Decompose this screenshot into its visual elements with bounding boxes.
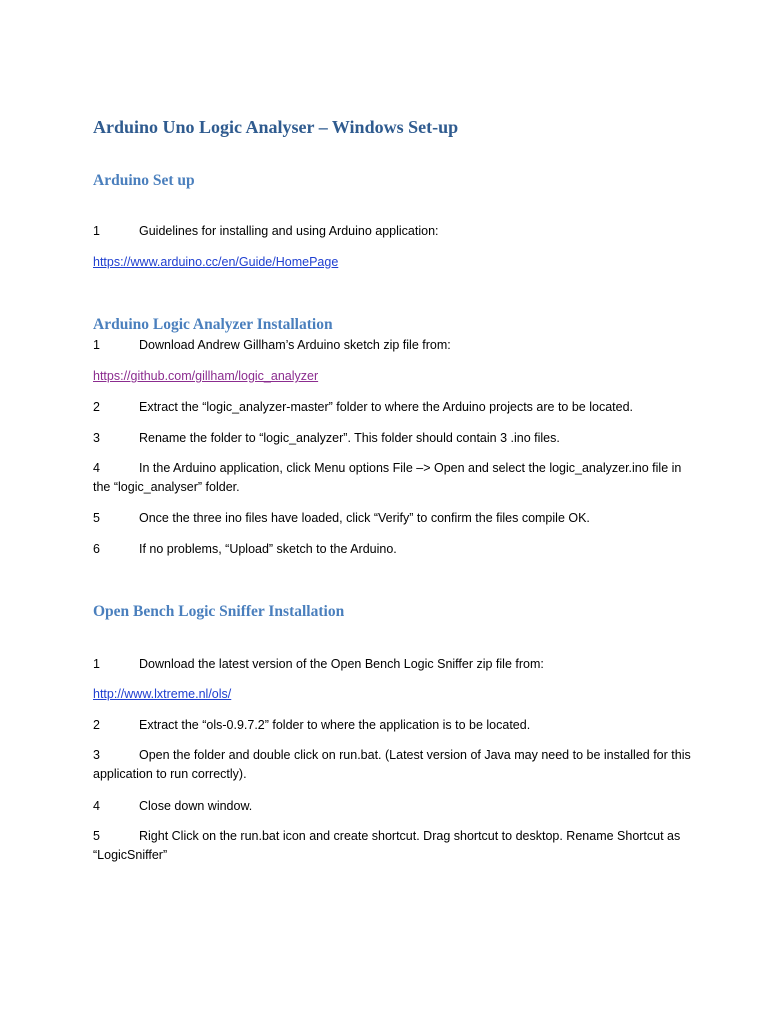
step-text: Rename the folder to “logic_analyzer”. This folder should contain 3 .ino files. — [139, 431, 560, 445]
step-paragraph — [93, 459, 693, 497]
step-text: Extract the “logic_analyzer-master” folder to where the Arduino projects are to be located. — [139, 400, 634, 414]
step-text: Close down window. — [139, 799, 253, 813]
step-text: In the Arduino application, click Menu options File –> Open and select the logic_analyzer.ino file in the “logic_analyser” folder. — [93, 461, 682, 494]
step-number: 3 — [93, 431, 100, 445]
lxtreme-ols-link[interactable]: http://www.lxtreme.nl/ols/ — [93, 687, 232, 701]
step-number: 4 — [93, 799, 100, 813]
section-heading-logic-sniffer-installation: Open Bench Logic Sniffer Installation — [93, 603, 345, 620]
step-text: Open the folder and double click on run.bat. (Latest version of Java may need to be installed for this application to run correctly). — [93, 748, 691, 781]
section-heading-logic-analyzer-installation: Arduino Logic Analyzer Installation — [93, 316, 333, 333]
step-number: 1 — [93, 657, 100, 671]
step-number: 1 — [93, 224, 100, 238]
step-number: 3 — [93, 748, 100, 762]
github-logic-analyzer-link[interactable]: https://github.com/gillham/logic_analyzer — [93, 369, 319, 383]
step-number: 5 — [93, 511, 100, 525]
step-text: If no problems, “Upload” sketch to the Arduino. — [139, 542, 397, 556]
step-number: 2 — [93, 718, 100, 732]
step-paragraph — [93, 827, 693, 865]
step-paragraph — [93, 746, 693, 784]
document-title: Arduino Uno Logic Analyser – Windows Set-up — [93, 117, 459, 137]
step-number: 5 — [93, 829, 100, 843]
step-text: Right Click on the run.bat icon and create shortcut. Drag shortcut to desktop. Rename Shortcut as “LogicSniffer” — [93, 829, 681, 862]
step-number: 4 — [93, 461, 100, 475]
section-heading-arduino-setup: Arduino Set up — [93, 172, 195, 189]
step-number: 2 — [93, 400, 100, 414]
step-number: 1 — [93, 338, 100, 352]
arduino-guide-link[interactable]: https://www.arduino.cc/en/Guide/HomePage — [93, 255, 339, 269]
step-text: Extract the “ols-0.9.7.2” folder to where the application is to be located. — [139, 718, 531, 732]
step-text: Once the three ino files have loaded, click “Verify” to confirm the files compile OK. — [139, 511, 590, 525]
step-text: Download the latest version of the Open Bench Logic Sniffer zip file from: — [139, 657, 544, 671]
step-text: Download Andrew Gillham’s Arduino sketch zip file from: — [139, 338, 451, 352]
step-number: 6 — [93, 542, 100, 556]
step-text: Guidelines for installing and using Arduino application: — [139, 224, 439, 238]
